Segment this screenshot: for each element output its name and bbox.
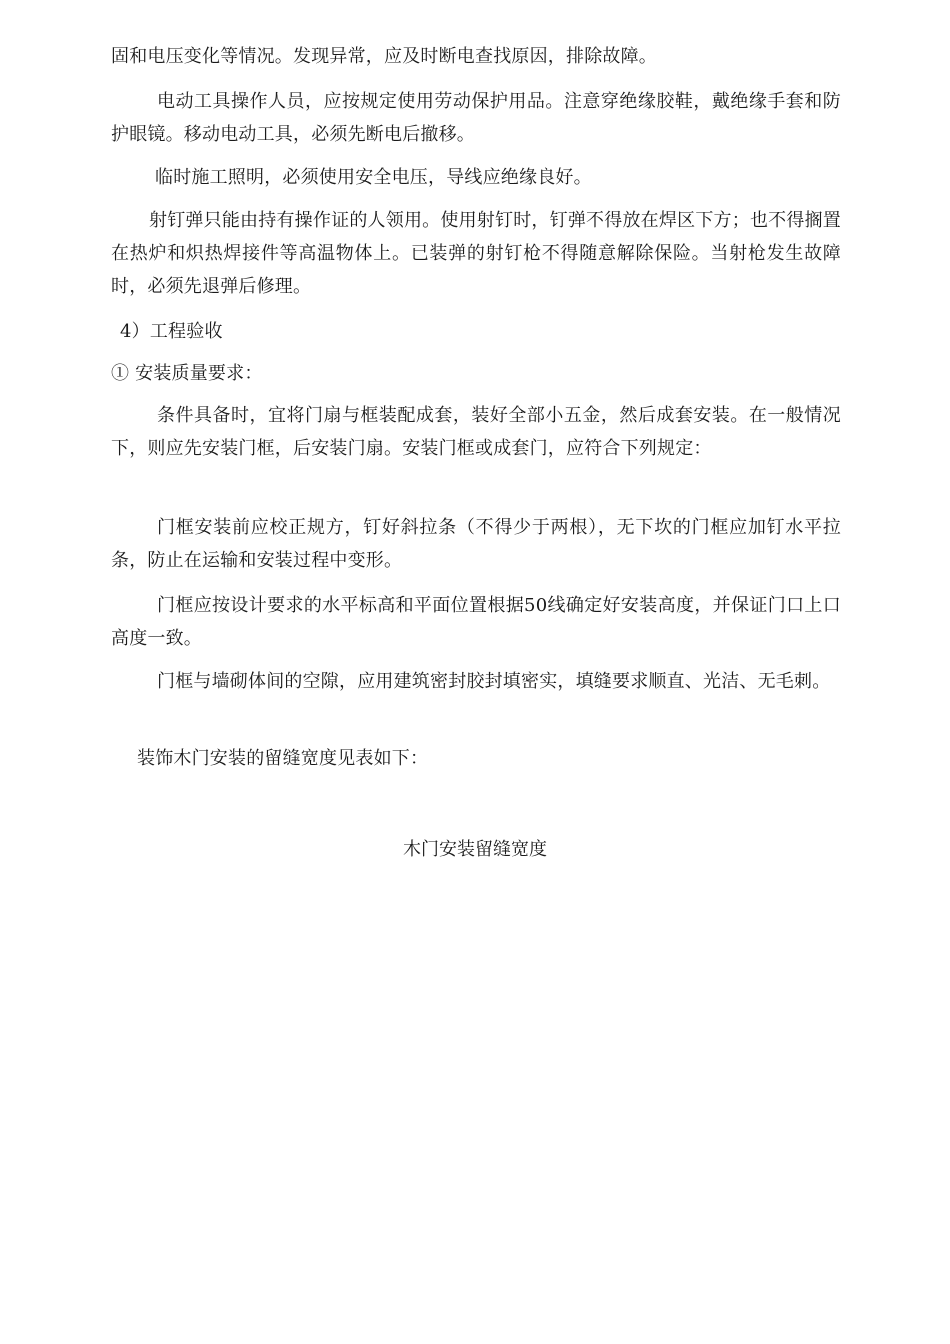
paragraph-nail-gun: 射钉弹只能由持有操作证的人领用。使用射钉时，钉弹不得放在焊区下方；也不得搁置在热炉和炽热焊接件等高温物体上。已装弹的射钉枪不得随意解除保险。当射枪发生故障时，必须先退弹后修理。 (111, 210, 841, 297)
table-title: 木门安装留缝宽度 (403, 839, 547, 860)
section-heading-acceptance: 4）工程验收 (120, 321, 223, 342)
paragraph-door-assembly: 条件具备时，宜将门扇与框装配成套，装好全部小五金，然后成套安装。在一般情况下，则应先安装门框，后安装门扇。安装门框或成套门，应符合下列规定： (111, 405, 841, 459)
subheading-quality-requirements: ① 安装质量要求： (111, 363, 263, 384)
paragraph-frame-gap-sealing: 门框与墙砌体间的空隙，应用建筑密封胶封填密实，填缝要求顺直、光洁、无毛刺。 (157, 671, 831, 692)
paragraph-temporary-lighting: 临时施工照明，必须使用安全电压，导线应绝缘良好。 (155, 167, 592, 188)
paragraph-gap-width-intro: 装饰木门安装的留缝宽度见表如下： (137, 748, 429, 769)
paragraph-frame-height: 门框应按设计要求的水平标高和平面位置根据50线确定好安装高度，并保证门口上口高度一致。 (111, 595, 841, 649)
paragraph-power-check: 固和电压变化等情况。发现异常，应及时断电查找原因，排除故障。 (111, 46, 657, 67)
paragraph-frame-alignment: 门框安装前应校正规方，钉好斜拉条（不得少于两根），无下坎的门框应加钉水平拉条，防止在运输和安装过程中变形。 (111, 517, 841, 571)
paragraph-tool-operators: 电动工具操作人员，应按规定使用劳动保护用品。注意穿绝缘胶鞋，戴绝缘手套和防护眼镜。移动电动工具，必须先断电后撤移。 (111, 91, 841, 145)
